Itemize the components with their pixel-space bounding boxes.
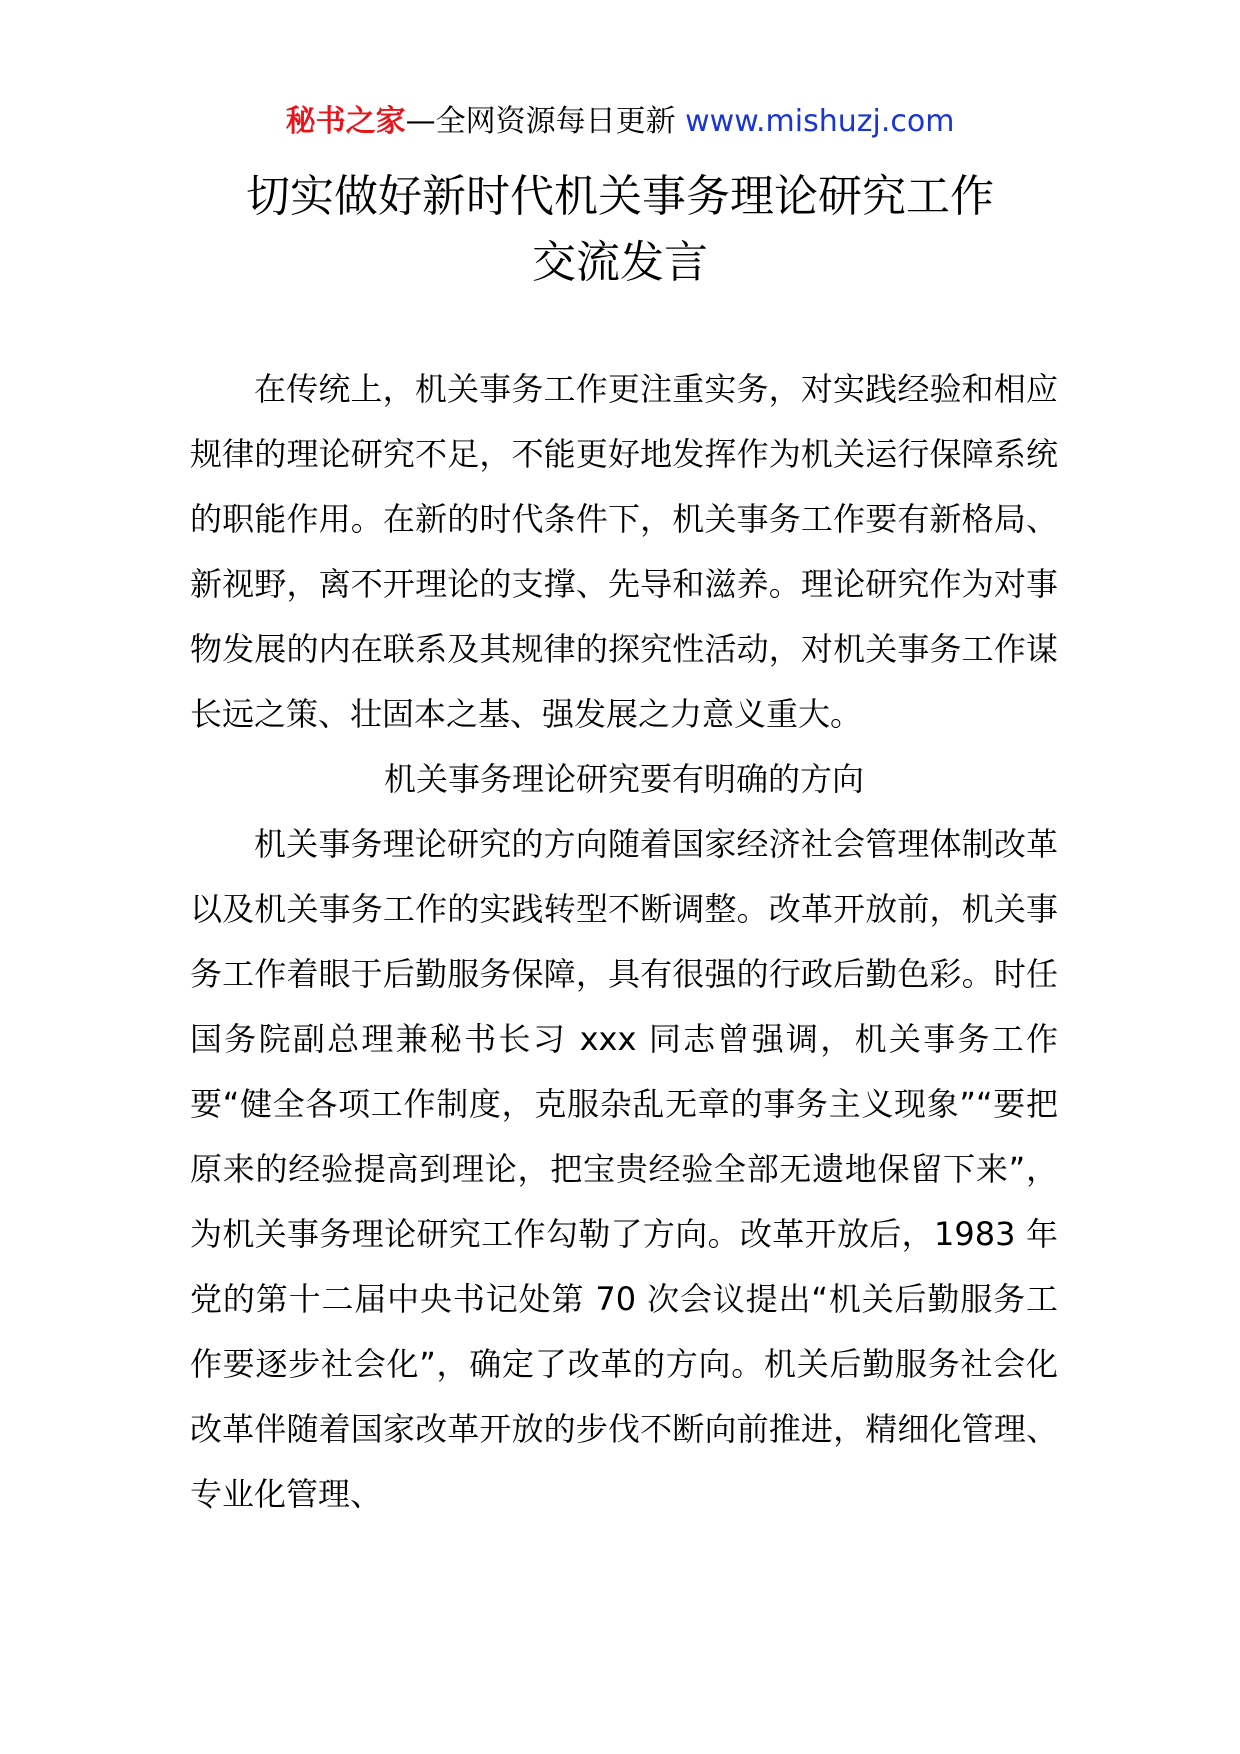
document-body bbox=[190, 357, 1058, 1527]
paragraph-direction: 机关事务理论研究的方向随着国家经济社会管理体制改革以及机关事务工作的实践转型不断调整。改革开放前，机关事务工作着眼于后勤服务保障，具有很强的行政后勤色彩。时任国务院副总理兼秘书长习 xxx 同志曾强调，机关事务工作要“健全各项工作制度，克服杂乱无章的事务主义现象”“要把原来的经验提高到理论，把宝贵经验全部无遗地保留下来”，为机关事务理论研究工作勾勒了方向。改革开放后，1983 年党的第十二届中央书记处第 70 次会议提出“机关后勤服务工作要逐步社会化”，确定了改革的方向。机关后勤服务社会化改革伴随着国家改革开放的步伐不断向前推进，精细化管理、专业化管理、 bbox=[190, 825, 1058, 1513]
site-header bbox=[0, 100, 1240, 144]
document-title bbox=[0, 164, 1240, 296]
title-line-1: 切实做好新时代机关事务理论研究工作 bbox=[246, 171, 994, 222]
brand-name: 秘书之家 bbox=[285, 104, 406, 139]
section-heading: 机关事务理论研究要有明确的方向 bbox=[383, 760, 864, 798]
paragraph-intro: 在传统上，机关事务工作更注重实务，对实践经验和相应规律的理论研究不足，不能更好地发挥作为机关运行保障系统的职能作用。在新的时代条件下，机关事务工作要有新格局、新视野，离不开理论的支撑、先导和滋养。理论研究作为对事物发展的内在联系及其规律的探究性活动，对机关事务工作谋长远之策、壮固本之基、强发展之力意义重大。 bbox=[190, 370, 1058, 733]
title-line-2: 交流发言 bbox=[532, 237, 708, 288]
header-slogan: —全网资源每日更新 bbox=[405, 104, 676, 139]
site-url[interactable]: www.mishuzj.com bbox=[685, 104, 955, 139]
